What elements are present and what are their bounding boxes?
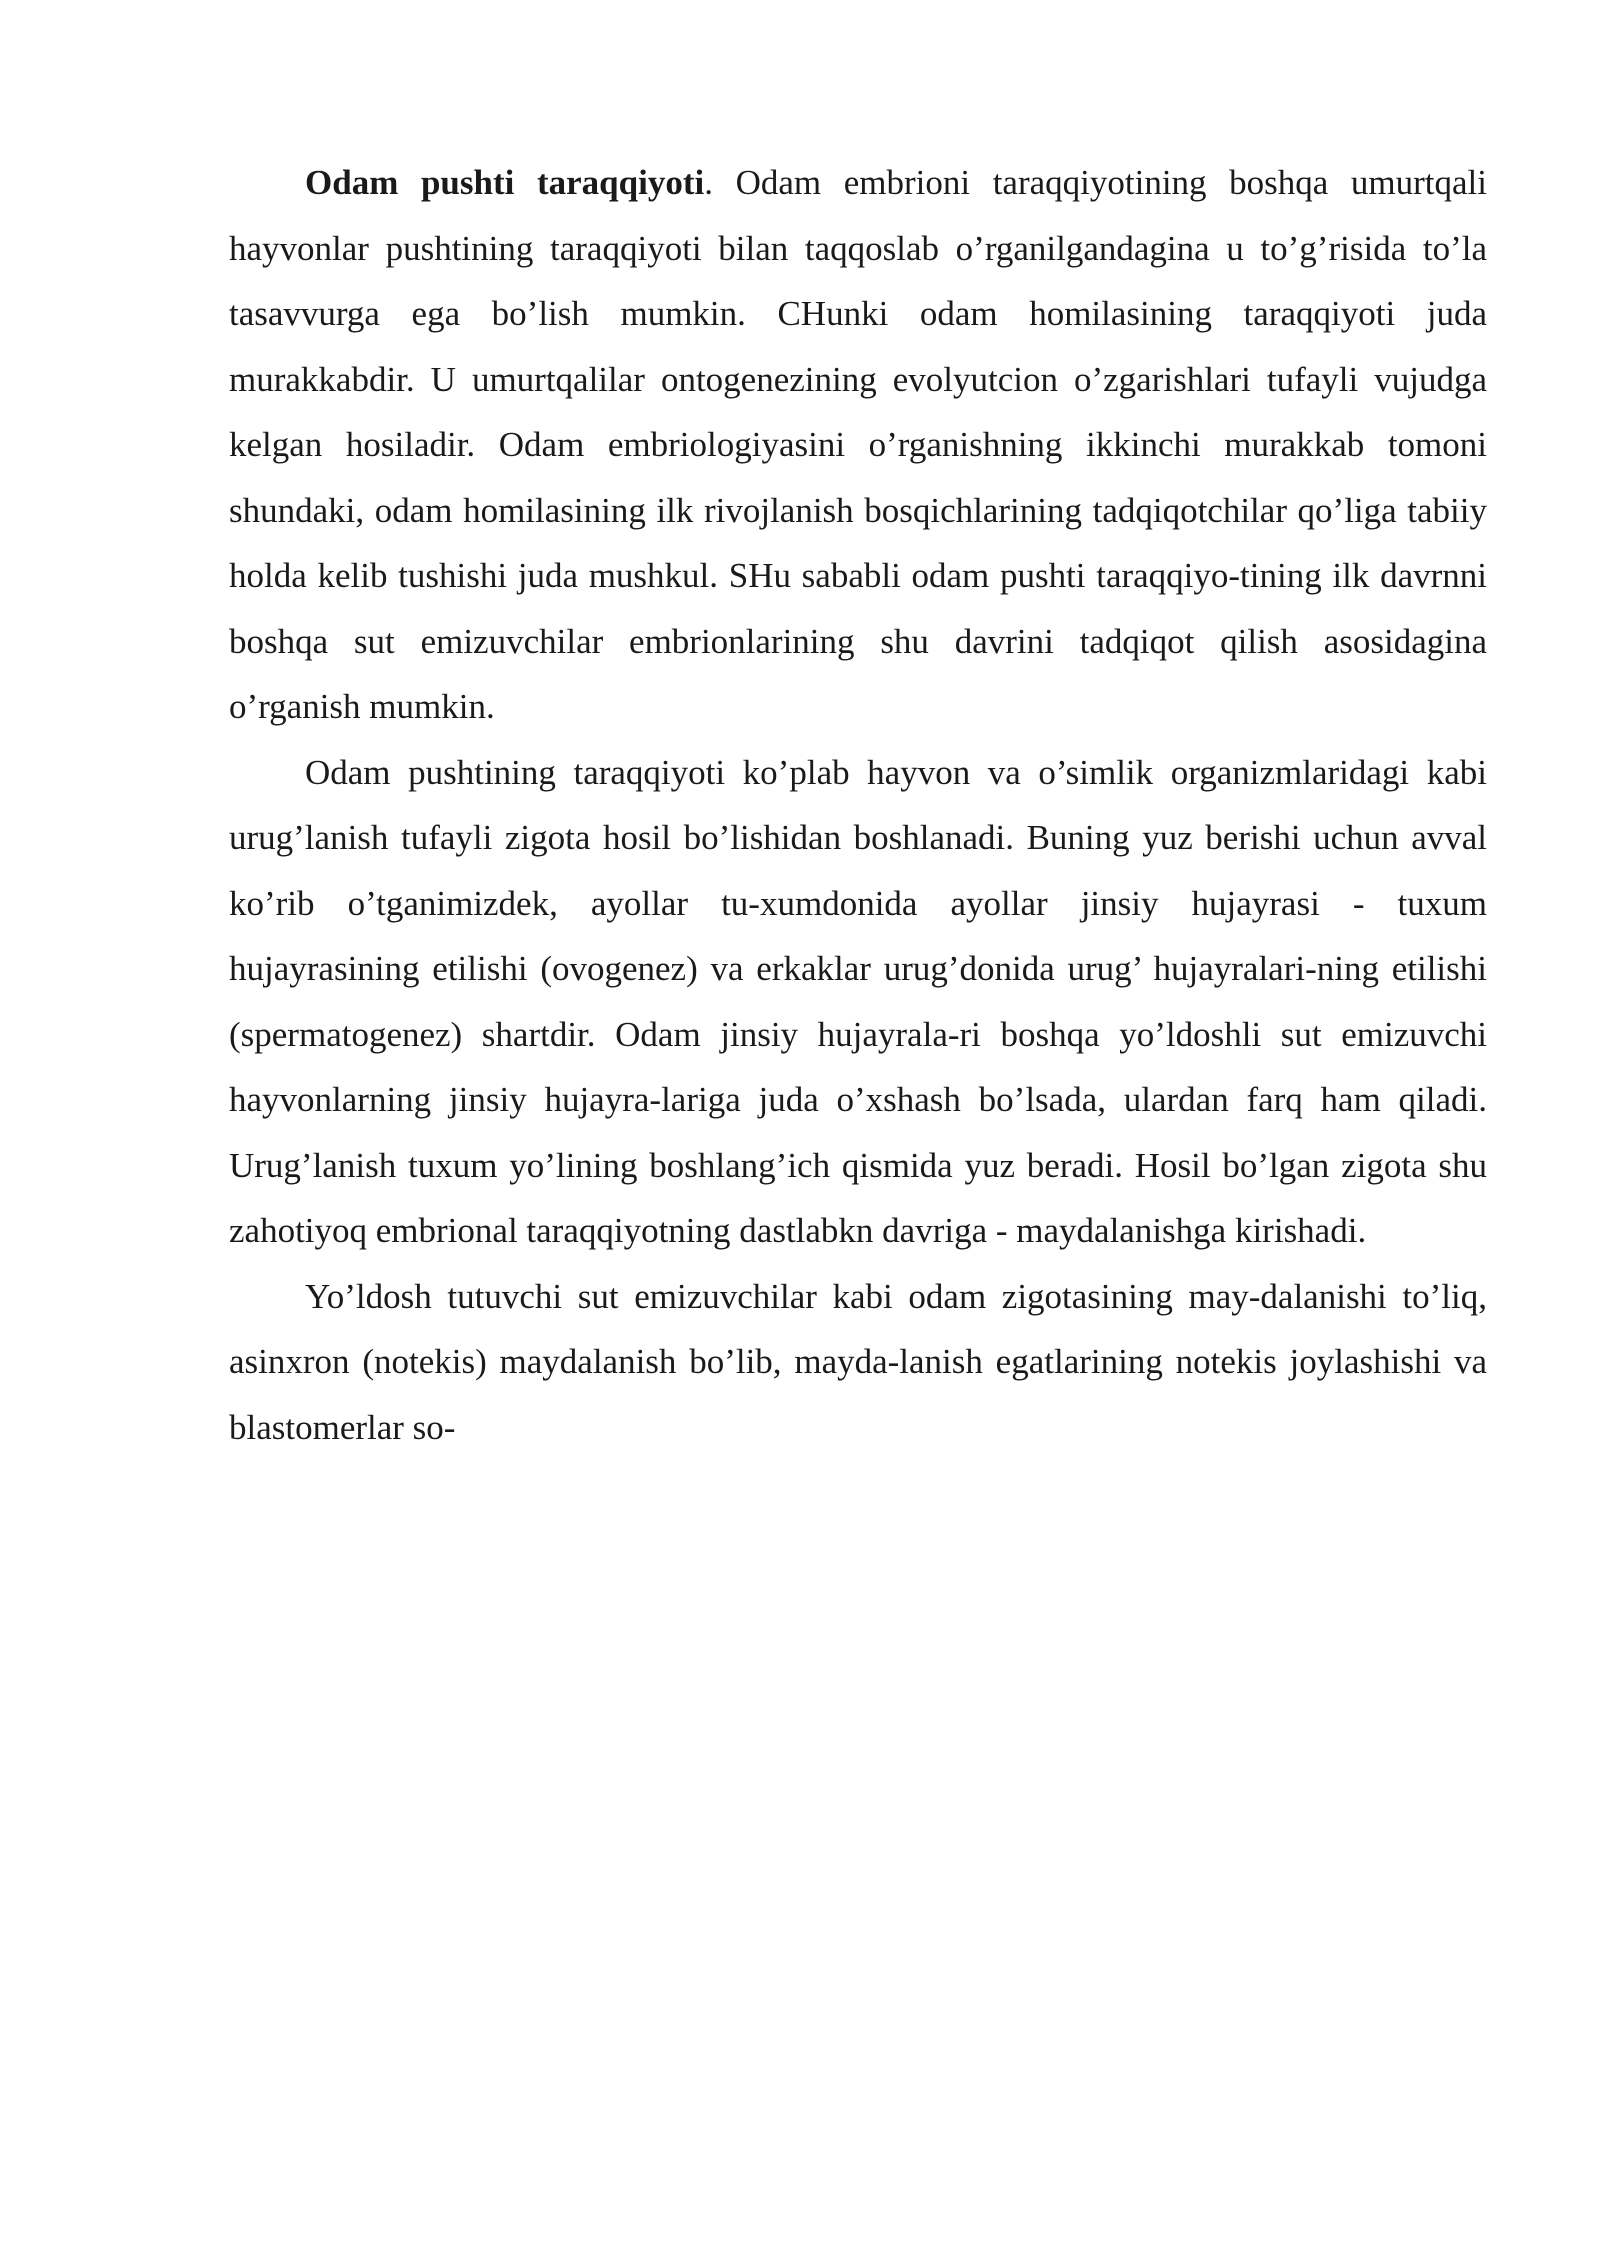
paragraph-1	[229, 150, 1487, 740]
section-heading: Odam pushti taraqqiyoti	[305, 163, 705, 202]
paragraph-3: Yo’ldosh tutuvchi sut emizuvchilar kabi odam zigotasining may-dalanishi to’liq, asinxron (notekis) maydalanish bo’lib, mayda-lanish egatlarining notekis joylashishi va blastomerlar so-	[229, 1276, 1487, 1447]
document-body	[229, 150, 1487, 1460]
paragraph-2: Odam pushtining taraqqiyoti ko’plab hayvon va o’simlik organizmlaridagi kabi urug’lanish tufayli zigota hosil bo’lishidan boshlanadi. Buning yuz berishi uchun avval ko’rib o’tganimizdek, ayollar tu-xumdonida ayollar jinsiy hujayrasi - tuxum hujayrasining etilishi (ovogenez) va erkaklar urug’donida urug’ hujayralari-ning etilishi (spermatogenez) shartdir. Odam jinsiy hujayrala-ri boshqa yo’ldoshli sut emizuvchi hayvonlarning jinsiy hujayra-lariga juda o’xshash bo’lsada, ulardan farq ham qiladi. Urug’lanish tuxum yo’lining boshlang’ich qismida yuz beradi. Hosil bo’lgan zigota shu zahotiyoq embrional taraqqiyotning dastlabkn davriga - maydalanishga kirishadi.	[229, 752, 1487, 1250]
paragraph-1-text: . Odam embrioni taraqqiyotining boshqa umurtqali hayvonlar pushtining taraqqiyoti bilan taqqoslab o’rganilgandagina u to’g’risida to’la tasavvurga ega bo’lish mumkin. CHunki odam homilasining taraqqiyoti juda murakkabdir. U umurtqalilar ontogenezining evolyutcion o’zgarishlari tufayli vujudga kelgan hosiladir. Odam embriologiyasini o’rganishning ikkinchi murakkab tomoni shundaki, odam homilasining ilk rivojlanish bosqichlarining tadqiqotchilar qo’liga tabiiy holda kelib tushishi juda mushkul. SHu sababli odam pushti taraqqiyo-tining ilk davrnni boshqa sut emizuvchilar embrionlarining shu davrini tadqiqot qilish asosidagina o’rganish mumkin.	[229, 163, 1488, 726]
